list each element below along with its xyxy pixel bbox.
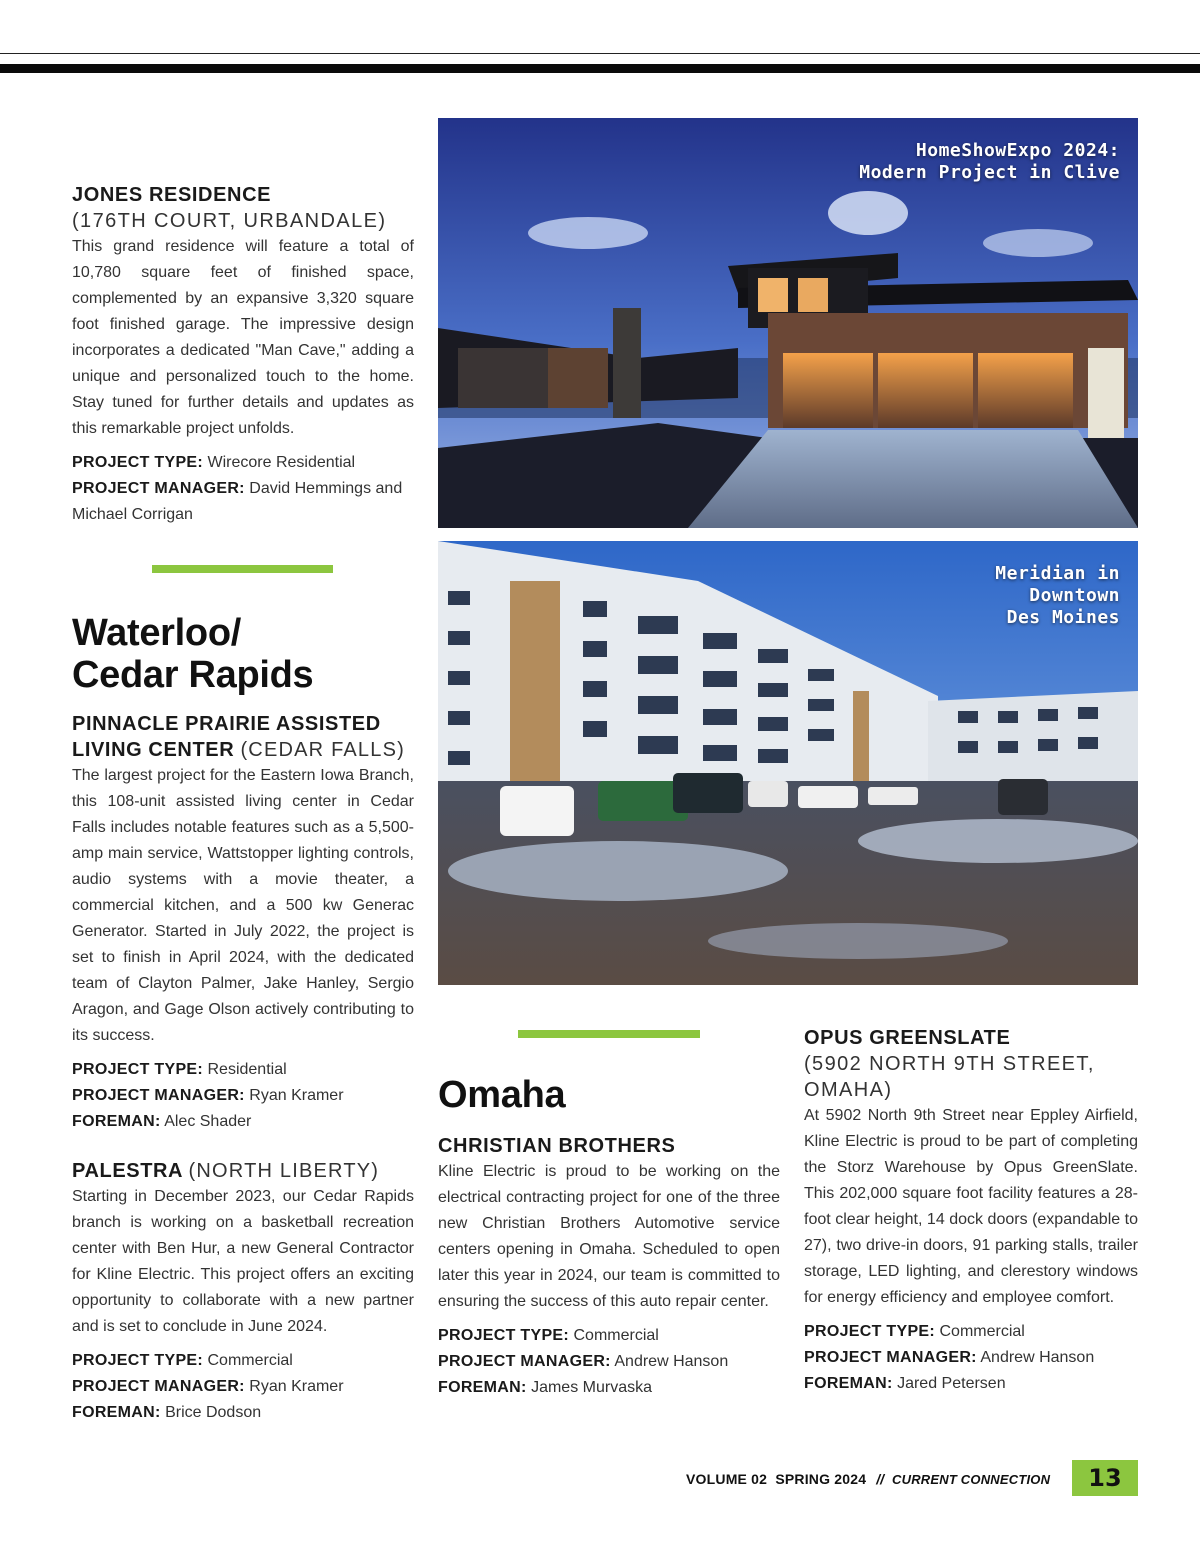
construction-photo [438,541,1138,985]
opus-greenslate-section [804,1025,1138,1397]
opus-location-line1: (5902 NORTH 9TH STREET, [804,1053,1095,1075]
header-thin-rule [0,53,1200,54]
house-photo [438,118,1138,528]
christian-brothers-section [438,1133,780,1401]
opus-foreman: FOREMAN: Jared Petersen [804,1375,1006,1392]
waterloo-region [72,612,414,696]
opus-body: At 5902 North 9th Street near Eppley Airfield, Kline Electric is proud to be part of completing the Storz Warehouse by Opus GreenSlate. This 202,000 square foot facility features a 28-foot clear height, 14 dock doors (expandable to 27), two drive-in doors, 91 parking stalls, trailer storage, LED lighting, and clerestory windows for energy efficiency and employee comfort. [804,1107,1138,1306]
jones-location: (176TH COURT, URBANDALE) [72,210,387,232]
region-heading-line1: Waterloo/ [72,612,242,654]
palestra-project-manager: PROJECT MANAGER: Ryan Kramer [72,1378,344,1395]
opus-location-line2: OMAHA) [804,1079,893,1101]
region-heading-line2: Cedar Rapids [72,654,314,696]
christian-project-manager: PROJECT MANAGER: Andrew Hanson [438,1353,729,1370]
construction-photo-caption: Meridian in Downtown Des Moines [995,563,1120,628]
pinnacle-title-line1: PINNACLE PRAIRIE ASSISTED [72,713,381,735]
pinnacle-foreman: FOREMAN: Alec Shader [72,1113,252,1130]
opus-title: OPUS GREENSLATE [804,1027,1011,1049]
christian-body: Kline Electric is proud to be working on the electrical contracting project for one of the three new Christian Brothers Automotive service centers opening in Omaha. Scheduled to open later this year in 2024, our team is committed to ensuring the success of this auto repair center. [438,1163,780,1310]
jones-project-manager: PROJECT MANAGER: David Hemmings and Michael Corrigan [72,480,403,523]
left-column [72,182,414,528]
christian-title: CHRISTIAN BROTHERS [438,1135,676,1157]
christian-foreman: FOREMAN: James Murvaska [438,1379,652,1396]
footer-brand: CURRENT CONNECTION [892,1471,1051,1487]
pinnacle-project-type: PROJECT TYPE: Residential [72,1061,287,1078]
palestra-body: Starting in December 2023, our Cedar Rapids branch is working on a basketball recreation center with Ben Hur, a new General Contractor for Kline Electric. This project offers an exciting opportunity to collaborate with a new partner and is set to conclude in June 2024. [72,1188,414,1335]
palestra-foreman: FOREMAN: Brice Dodson [72,1404,262,1421]
jones-project-type: PROJECT TYPE: Wirecore Residential [72,454,356,471]
pinnacle-section [72,711,414,1135]
header-thick-rule [0,64,1200,73]
omaha-region [438,1074,780,1116]
palestra-location: (NORTH LIBERTY) [188,1160,380,1182]
footer-volume: VOLUME 02 SPRING 2024 [686,1471,867,1487]
christian-project-type: PROJECT TYPE: Commercial [438,1327,659,1344]
omaha-heading: Omaha [438,1074,566,1116]
jones-title: JONES RESIDENCE [72,184,272,206]
palestra-title: PALESTRA [72,1160,183,1182]
palestra-section [72,1158,414,1426]
pinnacle-body: The largest project for the Eastern Iowa Branch, this 108-unit assisted living center in Cedar Falls includes notable features such as a 5,500-amp main service, Wattstopper lighting controls, audio systems with a movie theater, a commercial kitchen, and a 500 kw Generac Generator. Started in July 2022, the project is set to finish in April 2024, with the dedicated team of Clayton Palmer, Jake Hanley, Sergio Aragon, and Gage Olson actively contributing to its success. [72,767,414,1044]
jones-body: This grand residence will feature a total of 10,780 square feet of finished space, complemented by an expansive 3,320 square foot finished garage. The impressive design incorporates a dedicated "Man Cave," adding a unique and personalized touch to the home. Stay tuned for further details and updates as this remarkable project unfolds. [72,238,414,437]
opus-project-manager: PROJECT MANAGER: Andrew Hanson [804,1349,1095,1366]
page-footer [686,1462,1050,1496]
section-divider-bar [152,565,333,573]
pinnacle-title-line2: LIVING CENTER [72,739,235,761]
pinnacle-location: (CEDAR FALLS) [240,739,405,761]
pinnacle-project-manager: PROJECT MANAGER: Ryan Kramer [72,1087,344,1104]
opus-project-type: PROJECT TYPE: Commercial [804,1323,1025,1340]
page-number: 13 [1072,1460,1138,1496]
footer-separator: // [876,1471,885,1487]
palestra-project-type: PROJECT TYPE: Commercial [72,1352,293,1369]
house-photo-caption: HomeShowExpo 2024: Modern Project in Clive [859,140,1120,183]
omaha-divider-bar [518,1030,700,1038]
jones-residence-section [72,182,414,528]
